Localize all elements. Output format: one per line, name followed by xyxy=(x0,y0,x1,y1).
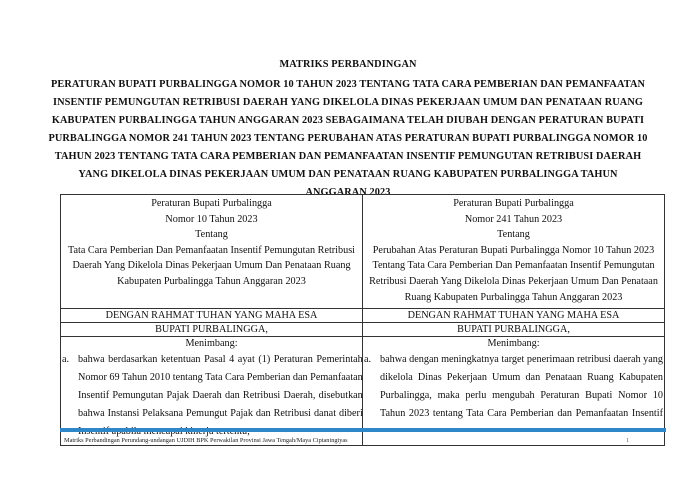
document-heading xyxy=(40,56,656,202)
left-title-line: Nomor 10 Tahun 2023 xyxy=(165,213,258,225)
footer-divider xyxy=(60,428,666,432)
heading-line: INSENTIF PEMUNGUTAN RETRIBUSI DAERAH YANG DIKELOLA DINAS PEKERJAAN UMUM DAN PENATAAN RUANG xyxy=(53,97,643,108)
comparison-table xyxy=(60,194,665,446)
heading-line: KABUPATEN PURBALINGGA TAHUN ANGGARAN 2023 SEBAGAIMANA TELAH DIUBAH DENGAN PERATURAN BUPATI xyxy=(51,115,645,126)
right-bupati xyxy=(363,323,665,337)
left-item-line: bahwa Instansi Pelaksana Pemungut Pajak dan Retribusi danat diberi xyxy=(78,408,363,420)
left-rahmat xyxy=(61,309,363,323)
left-title-line: Tata Cara Pemberian Dan Pemanfaatan Insentif Pemungutan Retribusi xyxy=(68,244,355,256)
left-item-line: Insentif Pemungutan Pajak Daerah dan Retribusi Daerah, disebutkan xyxy=(78,390,363,402)
left-item-line: bahwa berdasarkan ketentuan Pasal 4 ayat (1) Peraturan Pemerintah xyxy=(78,354,363,366)
footer-text: Matriks Perbandingan Perundang-undangan UJDIH BPK Perwakilan Provinsi Jawa Tengah/Maya Ciptaningtyas xyxy=(64,437,348,444)
right-menimbang-item xyxy=(363,351,664,427)
heading-line: PURBALINGGA NOMOR 241 TAHUN 2023 TENTANG PERUBAHAN ATAS PERATURAN BUPATI PURBALINGGA NOMOR 10 xyxy=(48,133,648,144)
left-title-line: Kabupaten Purbalingga Tahun Anggaran 2023 xyxy=(117,275,306,287)
right-item-label: a. xyxy=(364,354,372,366)
right-title-line: Ruang Kabupaten Purbalingga Tahun Anggaran 2023 xyxy=(404,291,623,303)
table-row-regulation-titles xyxy=(61,195,665,309)
right-item-line: Purbalingga, maka perlu mengubah Peraturan Bupati Nomor 10 xyxy=(380,390,663,402)
right-menimbang-label: Menimbang: xyxy=(487,338,540,350)
heading-line: ANGGARAN 2023 xyxy=(305,187,391,198)
right-item-line: dikelola Dinas Pekerjaan Umum dan Penataan Ruang Kabupaten xyxy=(380,372,663,384)
heading-title: MATRIKS PERBANDINGAN xyxy=(279,59,417,70)
right-item-line: bahwa dengan meningkatnya target penerimaan retribusi daerah yang xyxy=(380,354,663,366)
page-number: 1 xyxy=(626,437,630,444)
left-item-label: a. xyxy=(62,354,70,366)
right-title-line: Tentang Tata Cara Pemberian Dan Pemanfaatan Insentif Pemungutan xyxy=(372,260,655,272)
left-title-line: Tentang xyxy=(195,229,228,241)
left-title-line: Daerah Yang Dikelola Dinas Pekerjaan Umum Dan Penataan Ruang xyxy=(72,260,351,272)
right-title-line: Tentang xyxy=(497,229,530,241)
right-title-line: Peraturan Bupati Purbalingga xyxy=(453,198,574,209)
right-regulation-title xyxy=(363,195,665,309)
left-item-line: Nomor 69 Tahun 2010 tentang Tata Cara Pemberian dan Pemanfaatan xyxy=(78,372,363,384)
left-title-line: Peraturan Bupati Purbalingga xyxy=(151,198,272,209)
heading-line: PERATURAN BUPATI PURBALINGGA NOMOR 10 TAHUN 2023 TENTANG TATA CARA PEMBERIAN DAN PEMANFAATAN xyxy=(50,79,646,90)
left-rahmat-text: DENGAN RAHMAT TUHAN YANG MAHA ESA xyxy=(105,310,318,322)
left-menimbang-label: Menimbang: xyxy=(185,338,238,350)
left-bupati-text: BUPATI PURBALINGGA, xyxy=(155,324,268,336)
right-rahmat-text: DENGAN RAHMAT TUHAN YANG MAHA ESA xyxy=(407,310,620,322)
right-title-line: Perubahan Atas Peraturan Bupati Purbalingga Nomor 10 Tahun 2023 xyxy=(372,244,655,256)
right-rahmat xyxy=(363,309,665,323)
right-title-line: Retribusi Daerah Yang Dikelola Dinas Pekerjaan Umum Dan Penataan xyxy=(369,275,658,287)
heading-line: TAHUN 2023 TENTANG TATA CARA PEMBERIAN DAN PEMANFAATAN INSENTIF PEMUNGUTAN RETRIBUSI DAERAH xyxy=(54,151,642,162)
table-row-rahmat xyxy=(61,309,665,323)
left-bupati xyxy=(61,323,363,337)
table-row-bupati xyxy=(61,323,665,337)
right-bupati-text: BUPATI PURBALINGGA, xyxy=(457,324,570,336)
heading-line: YANG DIKELOLA DINAS PEKERJAAN UMUM DAN PENATAAN RUANG KABUPATEN PURBALINGGA TAHUN xyxy=(78,169,618,180)
right-title-line: Nomor 241 Tahun 2023 xyxy=(464,213,563,225)
right-item-line: Tahun 2023 tentang Tata Cara Pemberian dan Pemanfaatan Insentif xyxy=(380,408,663,420)
left-regulation-title xyxy=(61,195,363,309)
